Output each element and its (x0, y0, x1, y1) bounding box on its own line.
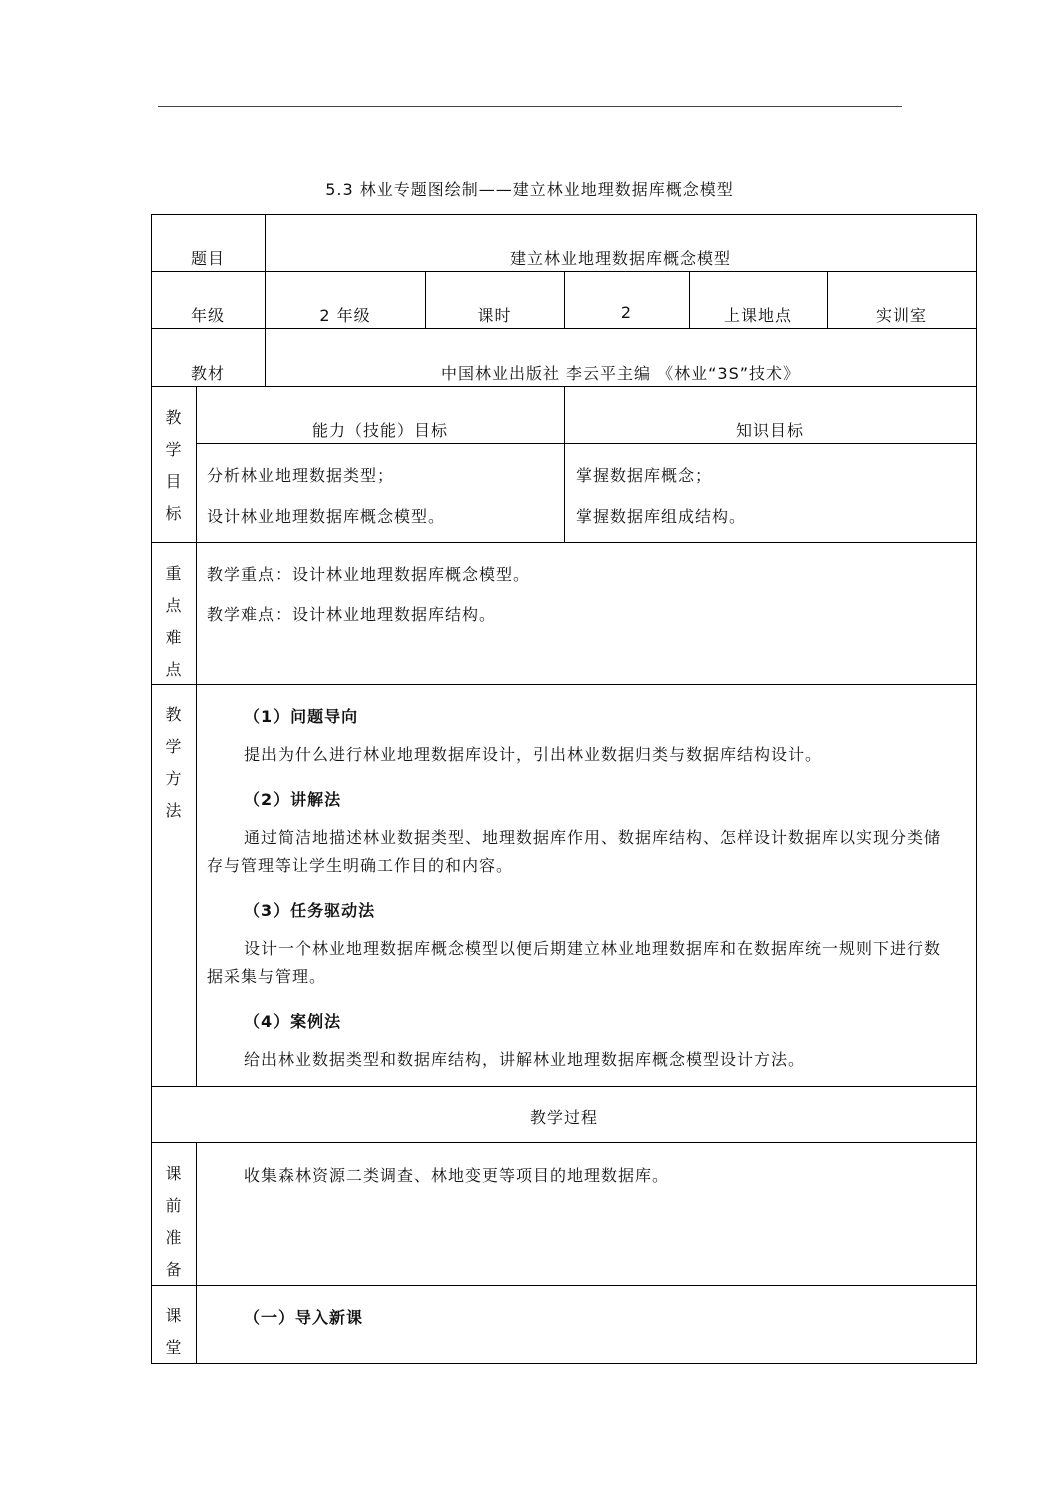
method-heading: （4）案例法 (244, 1012, 342, 1031)
hours-label: 课时 (477, 306, 512, 325)
ability-objective-item: 分析林业地理数据类型； (207, 466, 395, 485)
key-points-label-char: 重 (165, 564, 182, 583)
teaching-key-point: 教学重点：设计林业地理数据库概念模型。 (207, 565, 531, 584)
key-points-label-char: 难 (165, 628, 182, 647)
ability-objective-item: 设计林业地理数据库概念模型。 (207, 507, 446, 526)
teaching-process-header: 教学过程 (529, 1108, 598, 1127)
teaching-difficult-point: 教学难点：设计林业地理数据库结构。 (207, 605, 497, 624)
methods-label-char: 学 (165, 737, 182, 756)
classroom-label-char: 堂 (165, 1338, 182, 1357)
method-heading: （1）问题导向 (244, 707, 359, 726)
table-rule (151, 1142, 977, 1143)
knowledge-objective-item: 掌握数据库概念； (576, 466, 713, 485)
topic-value: 建立林业地理数据库概念模型 (509, 249, 731, 268)
key-points-label (151, 558, 196, 686)
table-rule (151, 328, 977, 329)
key-points-label-char: 点 (165, 660, 182, 679)
document-title: 5.3 林业专题图绘制——建立林业地理数据库概念模型 (325, 180, 734, 199)
textbook-label: 教材 (190, 364, 225, 383)
table-rule (151, 1285, 977, 1286)
objectives-label-char: 标 (165, 504, 182, 523)
preparation-label-char: 课 (165, 1164, 182, 1183)
table-border-top (151, 214, 977, 215)
table-rule (151, 684, 977, 685)
table-border-right (976, 214, 977, 1364)
method-body: 提出为什么进行林业地理数据库设计，引出林业数据归类与数据库结构设计。 (244, 745, 823, 764)
objectives-label-char: 教 (165, 408, 182, 427)
objectives-label-char: 学 (165, 440, 182, 459)
ability-objective-header: 能力（技能）目标 (311, 421, 448, 440)
table-border-bottom (151, 1363, 977, 1364)
table-rule-vertical (564, 386, 565, 542)
objectives-label-char: 目 (165, 472, 182, 491)
method-body: 通过简洁地描述林业数据类型、地理数据库作用、数据库结构、怎样设计数据库以实现分类储存与管理等让学生明确工作目的和内容。 (207, 828, 942, 875)
methods-label (151, 699, 196, 827)
table-rule (151, 542, 977, 543)
method-body: 设计一个林业地理数据库概念模型以便后期建立林业地理数据库和在数据库统一规则下进行数据采集与管理。 (207, 939, 942, 986)
textbook-value: 中国林业出版社 李云平主编 《林业“3S”技术》 (440, 364, 801, 383)
method-body: 给出林业数据类型和数据库结构，讲解林业地理数据库概念模型设计方法。 (244, 1050, 806, 1069)
classroom-label-char: 课 (165, 1306, 182, 1325)
topic-label: 题目 (190, 249, 225, 268)
preparation-label-char: 准 (165, 1228, 182, 1247)
methods-label-char: 教 (165, 705, 182, 724)
methods-label-char: 方 (165, 769, 182, 788)
header-rule (158, 106, 902, 107)
grade-label: 年级 (190, 306, 225, 325)
place-value: 实训室 (875, 306, 927, 325)
method-heading: （3）任务驱动法 (244, 901, 376, 920)
grade-value: 2 年级 (319, 306, 371, 325)
methods-label-char: 法 (165, 801, 182, 820)
classroom-heading: （一）导入新课 (244, 1308, 364, 1327)
method-heading: （2）讲解法 (244, 790, 342, 809)
classroom-label (151, 1300, 196, 1364)
preparation-label (151, 1158, 196, 1286)
hours-value: 2 (620, 303, 633, 322)
knowledge-objective-item: 掌握数据库组成结构。 (576, 507, 747, 526)
place-label: 上课地点 (723, 306, 792, 325)
table-rule (151, 1086, 977, 1087)
preparation-text: 收集森林资源二类调查、林地变更等项目的地理数据库。 (244, 1166, 670, 1185)
preparation-label-char: 前 (165, 1196, 182, 1215)
knowledge-objective-header: 知识目标 (735, 421, 804, 440)
table-rule (196, 443, 977, 444)
key-points-label-char: 点 (165, 596, 182, 615)
table-rule-vertical (196, 386, 197, 1086)
table-rule-vertical (196, 1142, 197, 1363)
preparation-label-char: 备 (165, 1260, 182, 1279)
objectives-label (151, 402, 196, 530)
